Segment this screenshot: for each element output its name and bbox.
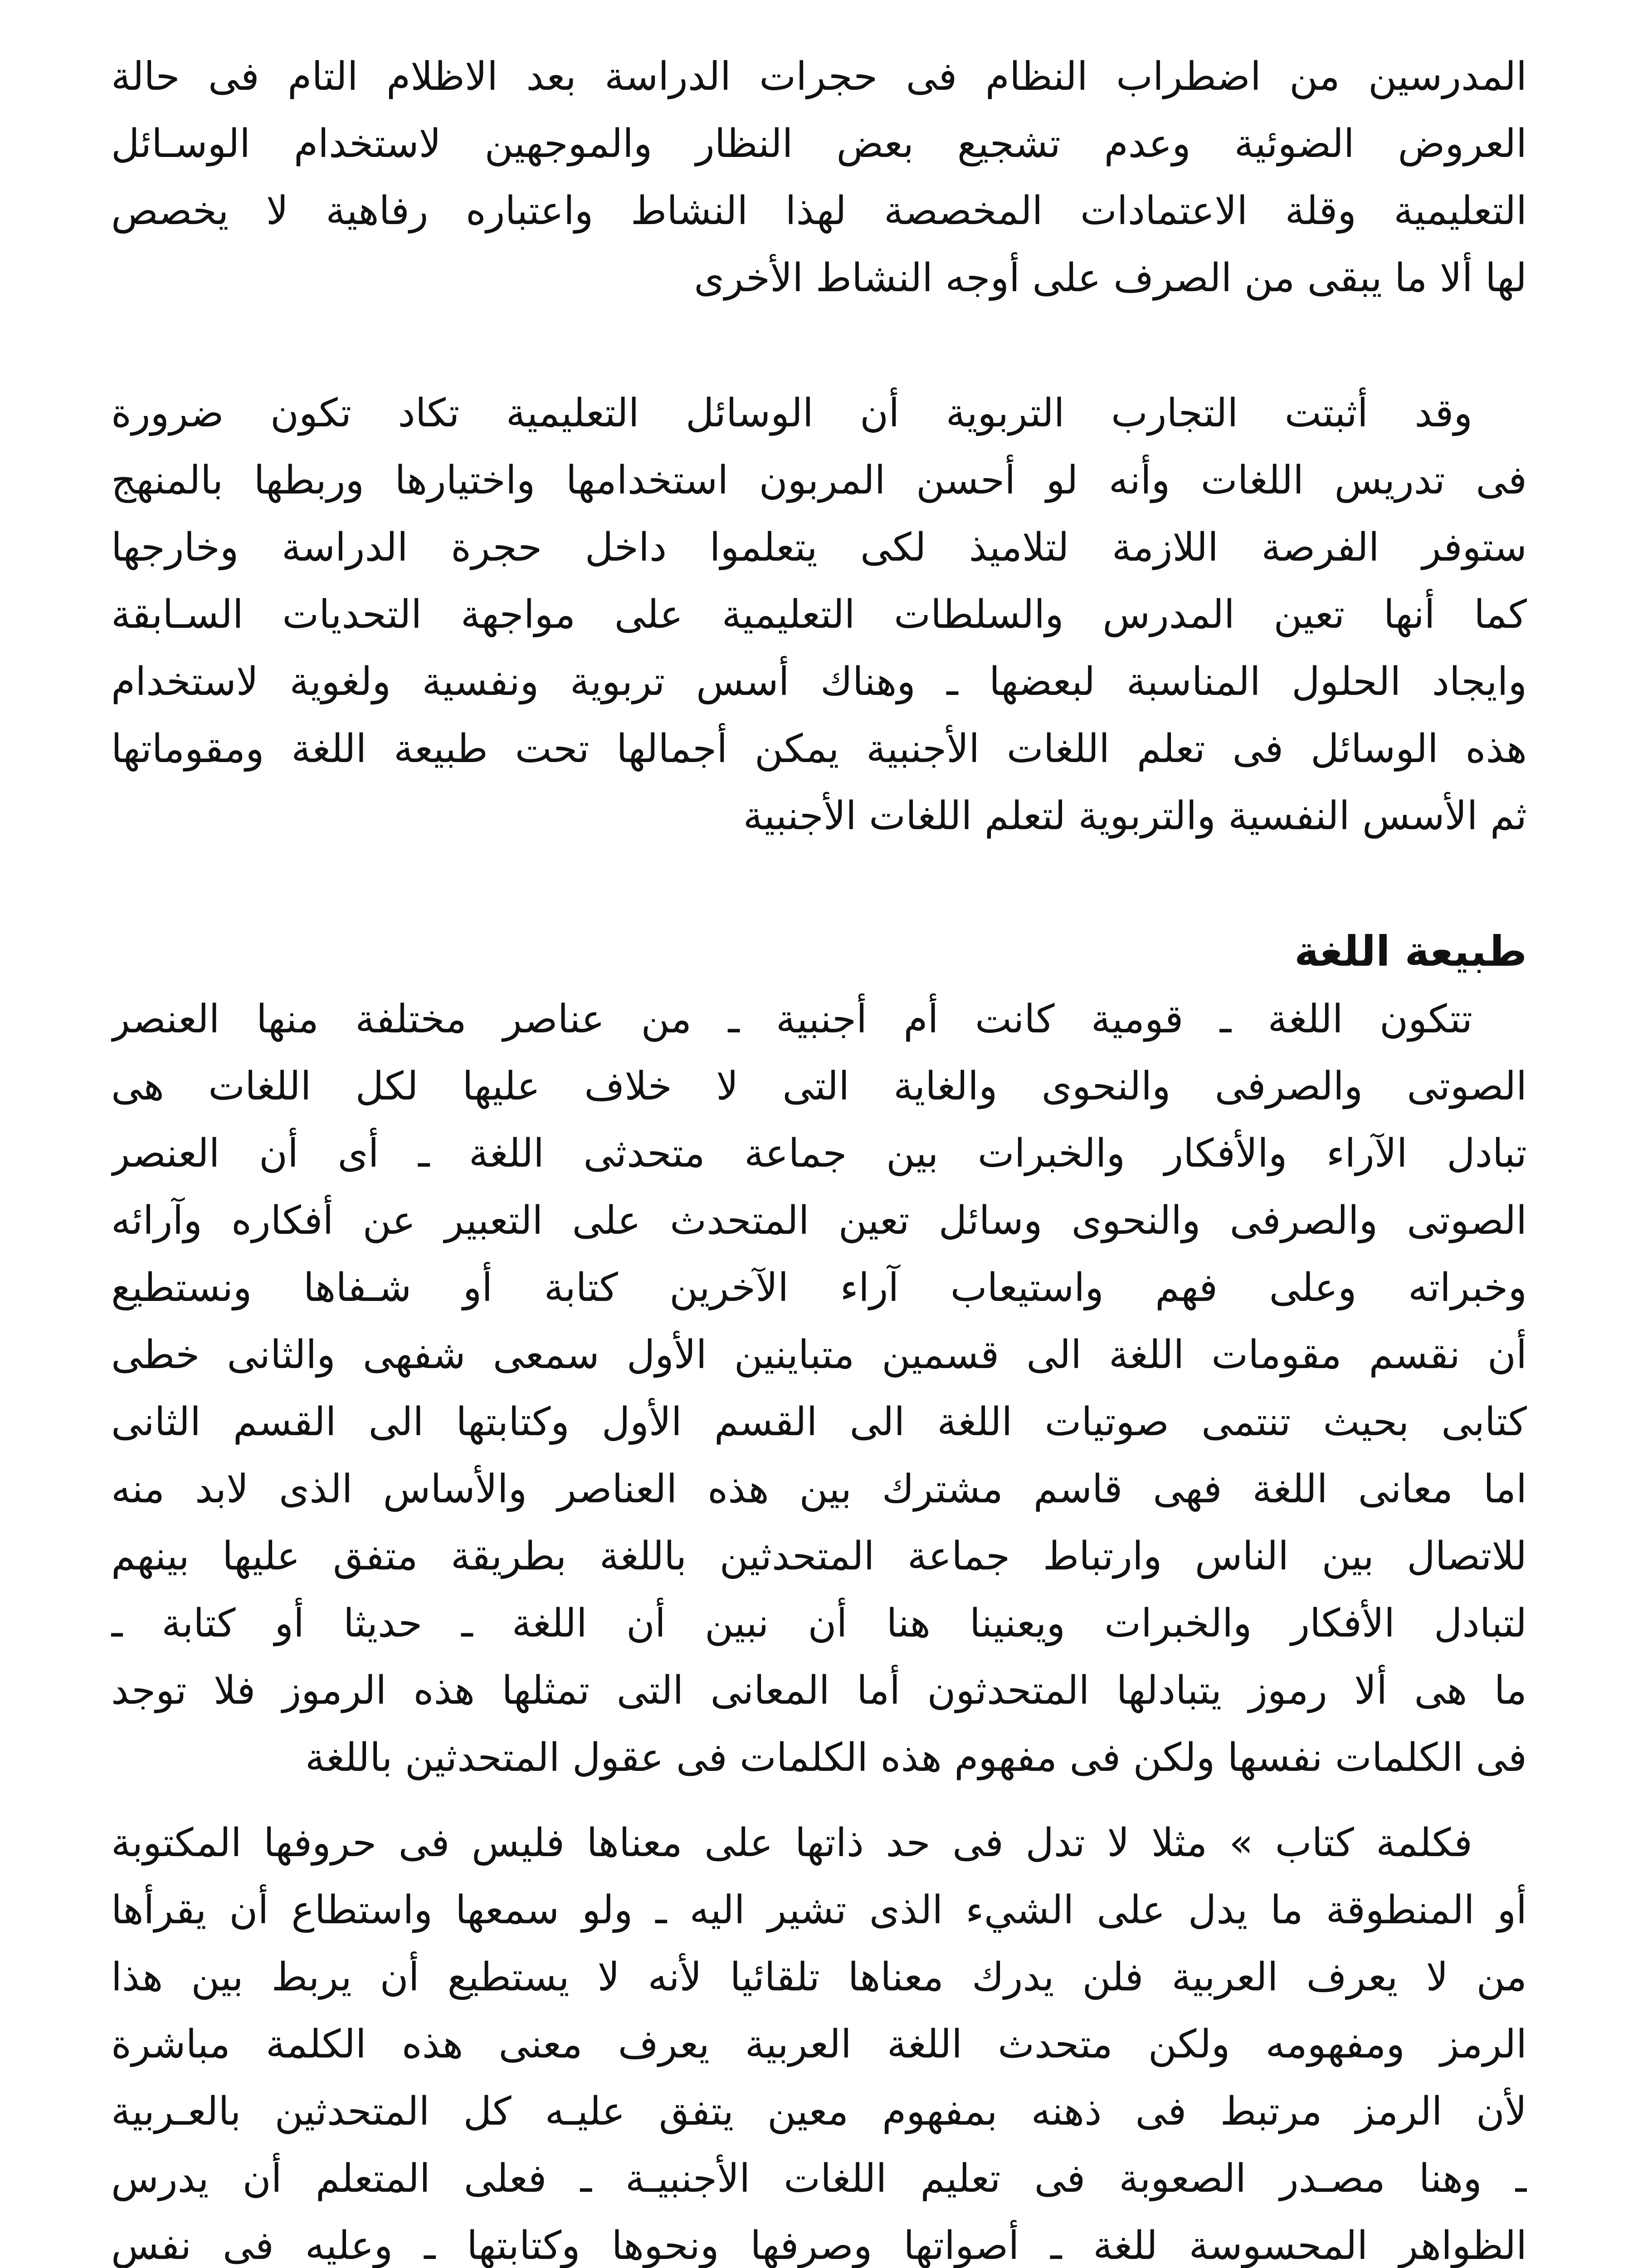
text-line: العروض الضوئية وعدم تشجيع بعض النظار والموجهين لاستخدام الوسـائل — [111, 121, 1527, 166]
text-line: المدرسين من اضطراب النظام فى حجرات الدراسة بعد الاظلام التام فى حالة — [111, 54, 1527, 99]
text-line: الصوتى والصرفى والنحوى وسائل تعين المتحدث على التعبير عن أفكاره وآرائه — [111, 1198, 1527, 1243]
paragraph-spacer — [111, 312, 1527, 380]
text-line: كما أنها تعين المدرس والسلطات التعليمية على مواجهة التحديات السـابقة — [111, 592, 1527, 637]
text-line: لتبادل الأفكار والخبرات ويعنينا هنا أن نبين أن اللغة ـ حديثا أو كتابة ـ — [111, 1601, 1527, 1646]
text-line: لأن الرمز مرتبط فى ذهنه بمفهوم معين يتفق عليـه كل المتحدثين بالعـربية — [111, 2089, 1527, 2134]
text-line: هذه الوسائل فى تعلم اللغات الأجنبية يمكن أجمالها تحت طبيعة اللغة ومقوماتها — [111, 726, 1527, 772]
text-line: ستوفر الفرصة اللازمة لتلاميذ لكى يتعلموا داخل حجرة الدراسة وخارجها — [111, 525, 1527, 570]
paragraph-2 — [111, 380, 1527, 850]
text-line: ثم الأسس النفسية والتربوية لتعلم اللغات الأجنبية — [743, 793, 1527, 839]
paragraph-spacer — [111, 850, 1527, 918]
text-line: أو المنطوقة ما يدل على الشيء الذى تشير اليه ـ ولو سمعها واستطاع أن يقرأها — [111, 1887, 1527, 1933]
text-line: أن نقسم مقومات اللغة الى قسمين متباينين الأول سمعى شفهى والثانى خطى — [111, 1332, 1527, 1378]
text-line: كتابى بحيث تنتمى صوتيات اللغة الى القسم الأول وكتابتها الى القسم الثانى — [111, 1399, 1527, 1445]
text-line: للاتصال بين الناس وارتباط جماعة المتحدثين باللغة بطريقة متفق عليها بينهم — [111, 1534, 1527, 1579]
text-line: فى الكلمات نفسها ولكن فى مفهوم هذه الكلمات فى عقول المتحدثين باللغة — [305, 1735, 1527, 1780]
text-line: ـ وهنا مصـدر الصعوبة فى تعليم اللغات الأجنبيـة ـ فعلى المتعلم أن يدرس — [111, 2156, 1527, 2201]
paragraph-1 — [111, 43, 1527, 312]
text-line: الرمز ومفهومه ولكن متحدث اللغة العربية يعرف معنى هذه الكلمة مباشرة — [111, 2022, 1527, 2067]
text-line: وخبراته وعلى فهم واستيعاب آراء الآخرين كتابة أو شـفاها ونستطيع — [111, 1265, 1527, 1310]
text-line: تبادل الآراء والأفكار والخبرات بين جماعة متحدثى اللغة ـ أى أن العنصر — [111, 1131, 1527, 1176]
section-heading: طبيعة اللغة — [1294, 927, 1527, 976]
text-line: اما معانى اللغة فهى قاسم مشترك بين هذه العناصر والأساس الذى لابد منه — [111, 1466, 1527, 1512]
text-line: من لا يعرف العربية فلن يدرك معناها تلقائيا لأنه لا يستطيع أن يربط بين هذا — [111, 1955, 1527, 2000]
paragraph-spacer — [111, 1791, 1527, 1809]
text-line: الظواهر المحسوسة للغة ـ أصواتها وصرفها ونحوها وكتابتها ـ وعليه فى نفس — [111, 2223, 1527, 2268]
text-line: وقد أثبتت التجارب التربوية أن الوسائل التعليمية تكاد تكون ضرورة — [111, 391, 1472, 436]
text-line: الصوتى والصرفى والنحوى والغاية التى لا خلاف عليها لكل اللغات هى — [111, 1064, 1527, 1109]
text-line: التعليمية وقلة الاعتمادات المخصصة لهذا النشاط واعتباره رفاهية لا يخصص — [111, 188, 1527, 234]
text-line: ما هى ألا رموز يتبادلها المتحدثون أما المعانى التى تمثلها هذه الرموز فلا توجد — [111, 1668, 1527, 1713]
paragraph-3 — [111, 986, 1527, 1791]
text-line: وايجاد الحلول المناسبة لبعضها ـ وهناك أسس تربوية ونفسية ولغوية لاستخدام — [111, 659, 1527, 704]
text-line: لها ألا ما يبقى من الصرف على أوجه النشاط الأخرى — [694, 255, 1527, 301]
text-line: تتكون اللغة ـ قومية كانت أم أجنبية ـ من عناصر مختلفة منها العنصر — [111, 997, 1472, 1042]
text-line: فى تدريس اللغات وأنه لو أحسن المربون استخدامها واختيارها وربطها بالمنهج — [111, 458, 1527, 503]
paragraph-4 — [111, 1809, 1527, 2268]
text-line: فكلمة كتاب » مثلا لا تدل فى حد ذاتها على معناها فليس فى حروفها المكتوبة — [111, 1820, 1472, 1866]
